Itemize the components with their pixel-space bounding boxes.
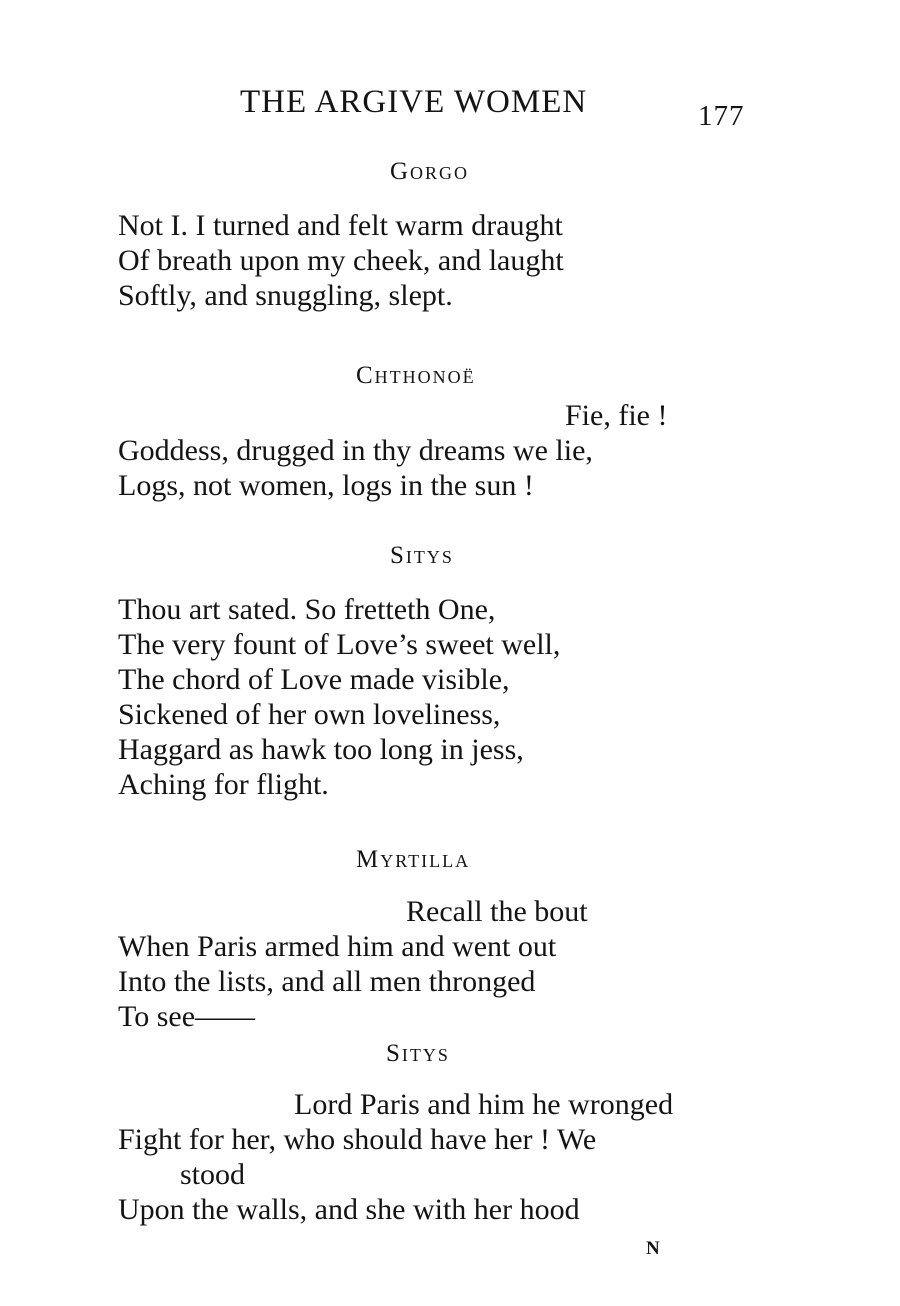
verse-line: Fie, fie ! [565,399,668,432]
verse-line: Recall the bout [406,895,588,928]
verse-line: The very fount of Love’s sweet well, [118,628,561,661]
verse-line: Goddess, drugged in thy dreams we lie, [118,434,593,467]
speaker-name: Sitys [390,542,454,569]
verse-stanza [118,1087,673,1227]
verse-line: To see—— [118,1000,256,1033]
verse-line: Thou art sated. So fretteth One, [118,593,496,626]
verse-stanza [118,398,667,503]
verse-stanza [118,592,560,802]
verse-line: Haggard as hawk too long in jess, [118,733,524,766]
verse-line: When Paris armed him and went out [118,930,557,963]
speaker-name: Chthonoë [356,362,476,389]
verse-line: stood [180,1158,246,1191]
page-number: 177 [698,100,745,132]
speaker-name: Sitys [386,1040,450,1067]
speaker-name: Gorgo [390,158,470,185]
verse-line: Into the lists, and all men thronged [118,965,536,998]
signature-mark: N [646,1238,661,1259]
verse-stanza [118,208,564,313]
verse-line: Aching for flight. [118,768,329,801]
verse-line: The chord of Love made visible, [118,663,510,696]
verse-line: Not I. I turned and felt warm draught [118,209,563,242]
verse-line: Fight for her, who should have her ! We [118,1123,597,1156]
verse-line: Upon the walls, and she with her hood [118,1193,580,1226]
speaker-name: Myrtilla [356,846,471,873]
verse-stanza [118,894,588,1034]
verse-line: Logs, not women, logs in the sun ! [118,469,534,502]
verse-line: Lord Paris and him he wronged [294,1088,674,1121]
verse-line: Of breath upon my cheek, and laught [118,244,564,277]
verse-line: Softly, and snuggling, slept. [118,279,453,312]
running-title: THE ARGIVE WOMEN [240,84,588,120]
verse-line: Sickened of her own loveliness, [118,698,501,731]
